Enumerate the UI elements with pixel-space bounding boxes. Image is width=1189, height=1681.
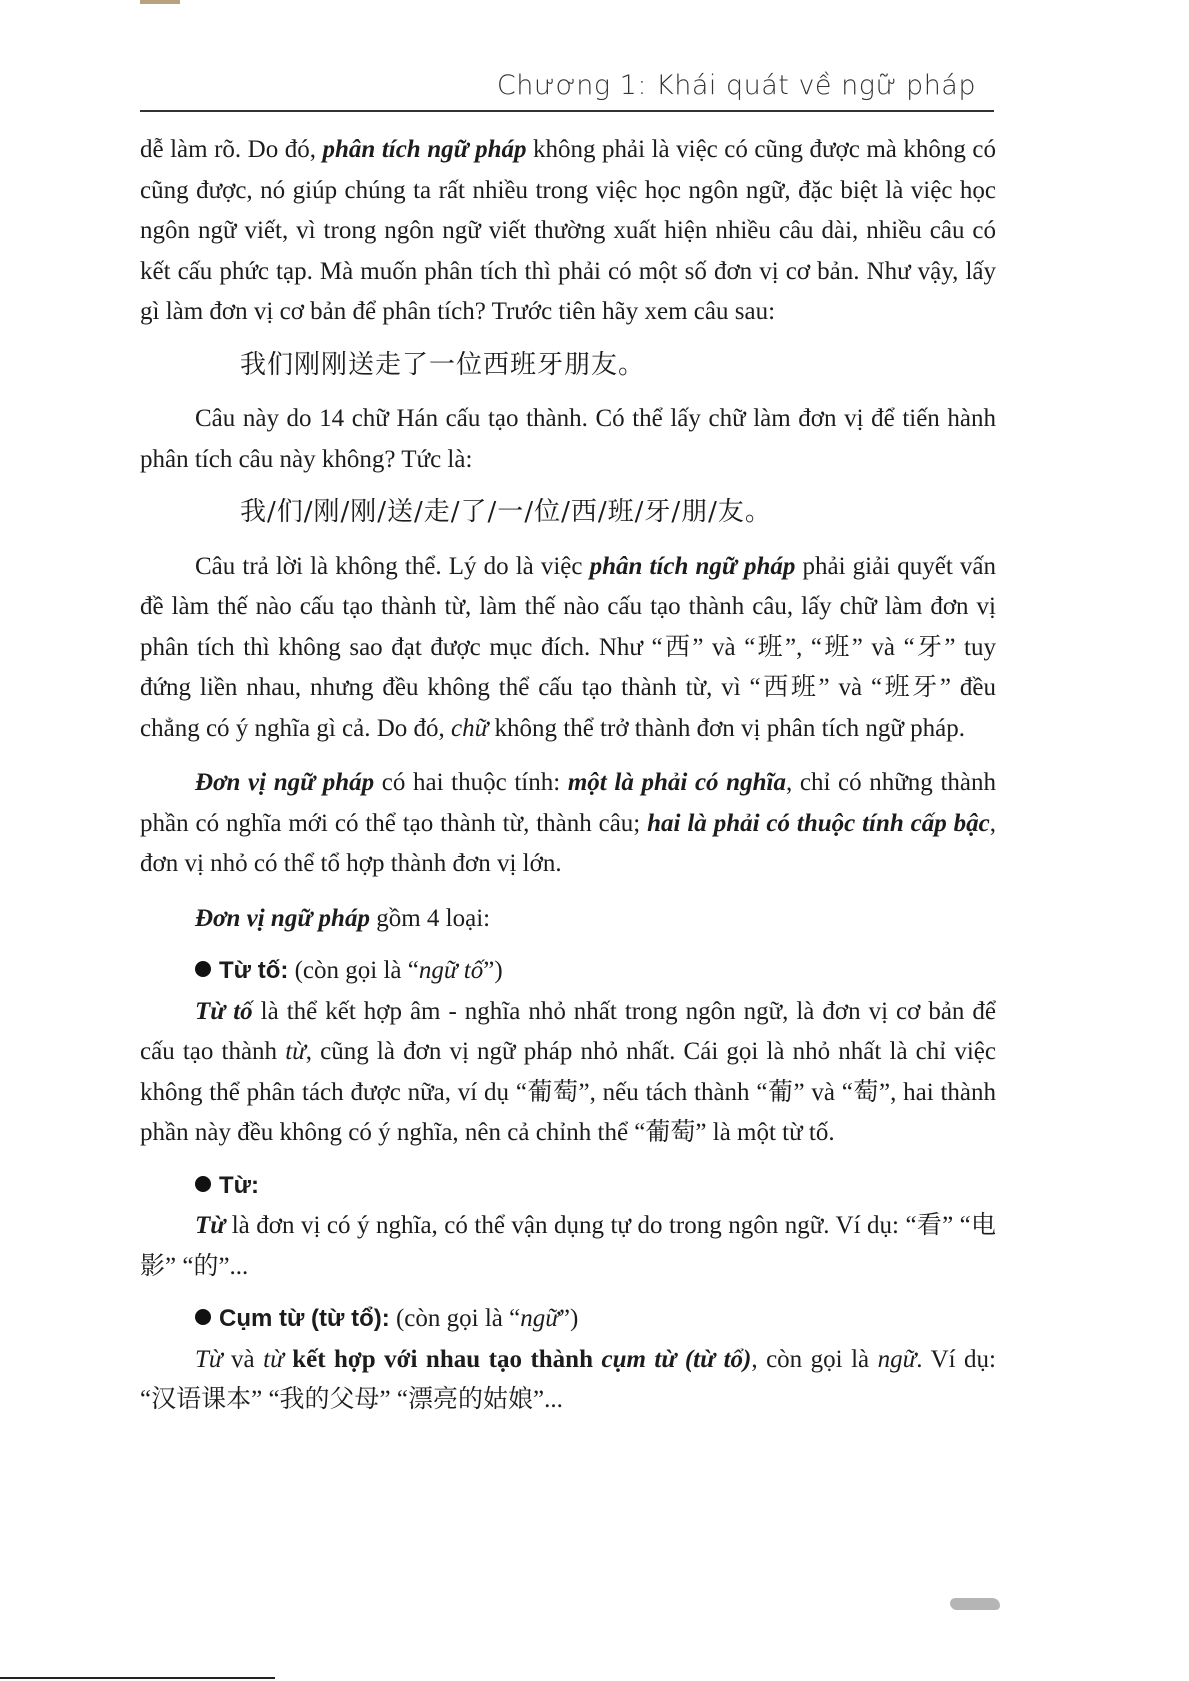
term-grammar-unit: Đơn vị ngữ pháp <box>195 769 375 796</box>
running-header <box>140 64 994 112</box>
term-word: Từ <box>195 1212 226 1239</box>
paper-smudge <box>950 1598 1000 1610</box>
bullet-word: Từ: <box>140 1166 996 1207</box>
term-grammar-analysis: phân tích ngữ pháp <box>589 552 796 580</box>
bottom-edge-line <box>0 1677 275 1679</box>
paragraph-3: Câu trả lời là không thể. Lý do là việc phân tích ngữ pháp phải giải quyết vấn đề làm thế nào cấu tạo thành từ, làm thế nào cấu tạo thành câu, lấy chữ làm đơn vị phân tích thì không sao đạt được mục đích. Như “西” và “班”, “班” và “牙” tuy đứng liền nhau, nhưng đều không thể cấu tạo thành từ, vì “西班” và “班牙” đều chẳng có ý nghĩa gì cả. Do đó, chữ không thể trở thành đơn vị phân tích ngữ pháp. <box>140 552 996 742</box>
bullet-dot-icon <box>195 1309 211 1325</box>
term-property-1: một là phải có nghĩa <box>567 769 786 796</box>
bullet-dot-icon <box>195 961 211 977</box>
chinese-example-sentence: 我们刚刚送走了一位西班牙朋友。 <box>240 349 646 380</box>
paragraph-6: Từ tố là thể kết hợp âm - nghĩa nhỏ nhất trong ngôn ngữ, là đơn vị cơ bản để cấu tạo thành từ, cũng là đơn vị ngữ pháp nhỏ nhất. Cái gọi là nhỏ nhất là chỉ việc không thể phân tách được nữa, ví dụ “葡萄”, nếu tách thành “葡” và “萄”, hai thành phần này đều không có ý nghĩa, nên cả chỉnh thể “葡萄” là một từ tố. <box>140 997 996 1146</box>
bullet-dot-icon <box>195 1176 211 1192</box>
paragraph-4: Đơn vị ngữ pháp có hai thuộc tính: một là phải có nghĩa, chỉ có những thành phần có nghĩa mới có thể tạo thành từ, thành câu; hai là phải có thuộc tính cấp bậc, đơn vị nhỏ có thể tổ hợp thành đơn vị lớn. <box>140 769 997 877</box>
paragraph-5: Đơn vị ngữ pháp gồm 4 loại: <box>195 904 491 932</box>
page-corner-mark <box>140 0 180 4</box>
page-body <box>140 130 996 1421</box>
paragraph-2: Câu này do 14 chữ Hán cấu tạo thành. Có thể lấy chữ làm đơn vị để tiến hành phân tích câu này không? Tức là: <box>140 405 996 473</box>
term-property-2: hai là phải có thuộc tính cấp bậc <box>647 809 990 837</box>
term-grammar-unit: Đơn vị ngữ pháp <box>195 904 370 932</box>
paragraph-7: Từ là đơn vị có ý nghĩa, có thể vận dụng tự do trong ngôn ngữ. Ví dụ: “看” “电影” “的”... <box>140 1212 996 1280</box>
chapter-title: Chương 1: Khái quát về ngữ pháp <box>496 70 976 101</box>
term-grammar-analysis: phân tích ngữ pháp <box>322 136 527 163</box>
term-morpheme: Từ tố <box>195 997 253 1025</box>
bullet-phrase: Cụm từ (từ tổ): (còn gọi là “ngữ”) <box>140 1299 996 1340</box>
term-phrase: cụm từ (từ tổ) <box>601 1345 752 1373</box>
chinese-example-split: 我/们/刚/刚/送/走/了/一/位/西/班/牙/朋/友。 <box>240 497 772 527</box>
paragraph-8: Từ và từ kết hợp với nhau tạo thành cụm từ (từ tổ), còn gọi là ngữ. Ví dụ: “汉语课本” “我的父母” “漂亮的姑娘”... <box>140 1345 997 1413</box>
paragraph-1: dễ làm rõ. Do đó, phân tích ngữ pháp không phải là việc có cũng được mà không có cũng được, nó giúp chúng ta rất nhiều trong việc học ngôn ngữ, đặc biệt là việc học ngôn ngữ viết, vì trong ngôn ngữ viết thường xuất hiện nhiều câu dài, nhiều câu có kết cấu phức tạp. Mà muốn phân tích thì phải có một số đơn vị cơ bản. Như vậy, lấy gì làm đơn vị cơ bản để phân tích? Trước tiên hãy xem câu sau: <box>140 136 996 325</box>
bullet-morpheme: Từ tố: (còn gọi là “ngữ tố”) <box>140 951 996 992</box>
term-character: chữ <box>451 714 489 742</box>
